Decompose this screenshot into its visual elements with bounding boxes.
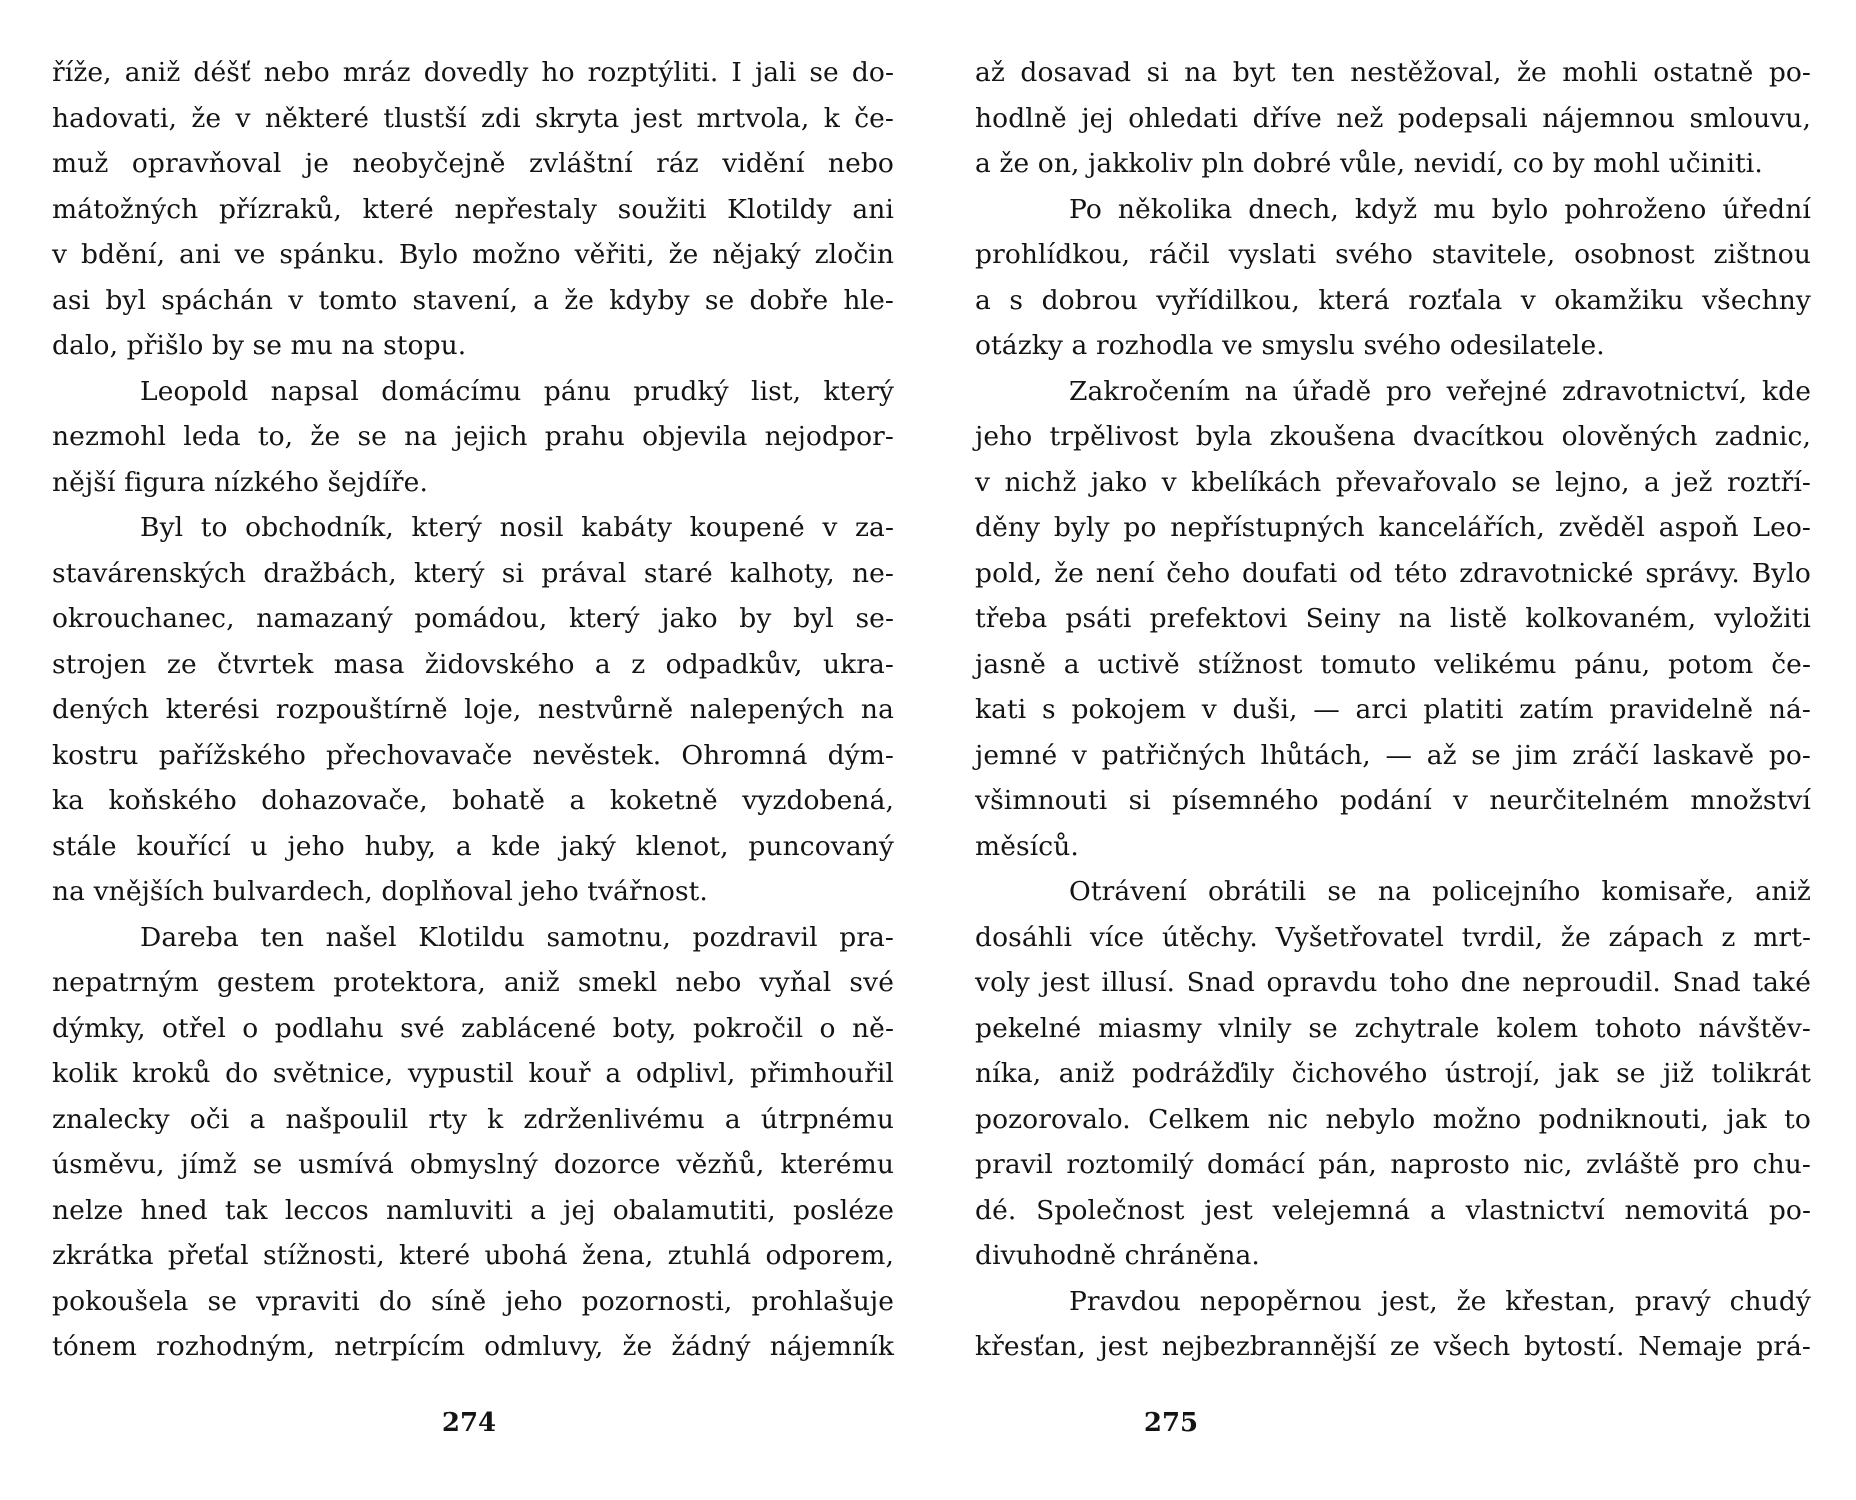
text-line: pold, že není čeho doufati od této zdravotnické správy. Bylo [975, 557, 1811, 589]
text-line: mátožných přízraků, které nepřestaly soužiti Klotildy ani [52, 193, 894, 225]
text-line: nelze hned tak leccos namluviti a jej obalamutiti, posléze [52, 1194, 894, 1226]
text-line: děny byly po nepřístupných kancelářích, zvěděl aspoň Leo- [975, 512, 1811, 543]
left-page-number: 274 [441, 1408, 497, 1438]
text-line: tónem rozhodným, netrpícím odmluvy, že žádný nájemník [52, 1331, 894, 1362]
text-line: třeba psáti prefektovi Seiny na listě kolkovaném, vyložiti [975, 603, 1811, 634]
text-line: stále kouřící u jeho huby, a kde jaký klenot, puncovaný [52, 830, 894, 862]
right-page-text [975, 50, 1811, 1370]
text-line: Po několika dnech, když mu bylo pohroženo úřední [1069, 193, 1811, 225]
text-line: zkrátka přeťal stížnosti, které ubohá žena, ztuhlá odporem, [52, 1240, 894, 1271]
text-line: dýmky, otřel o podlahu své zablácené boty, pokročil o ně- [52, 1012, 894, 1044]
text-line: měsíců. [975, 830, 1079, 862]
text-line: kostru pařížského přechovavače nevěstek. Ohromná dým- [52, 739, 894, 771]
text-line: nepatrným gestem protektora, aniž smekl nebo vyňal své [52, 967, 894, 998]
left-page-text [52, 50, 894, 1370]
text-line: Zakročením na úřadě pro veřejné zdravotnictví, kde [1069, 375, 1811, 407]
text-line: pokoušela se vpraviti do síně jeho pozornosti, prohlašuje [52, 1285, 894, 1317]
text-line: voly jest illusí. Snad opravdu toho dne neproudil. Snad také [975, 967, 1811, 998]
left-page [52, 50, 894, 1470]
text-line: ka koňského dohazovače, bohatě a koketně vyzdobená, [52, 785, 894, 816]
text-line: muž opravňoval je neobyčejně zvláštní ráz vidění nebo [52, 148, 894, 179]
text-line: asi byl spáchán v tomto stavení, a že kdyby se dobře hle- [52, 284, 894, 316]
text-line: strojen ze čtvrtek masa židovského a z odpadkův, ukra- [52, 648, 894, 680]
text-line: jasně a uctivě stížnost tomuto velikému pánu, potom če- [975, 648, 1811, 680]
text-line: prohlídkou, ráčil vyslati svého stavitele, osobnost zištnou [975, 239, 1811, 270]
text-line: znalecky oči a našpoulil rty k zdrženlivému a útrpnému [52, 1103, 894, 1135]
text-line: křesťan, jest nejbezbrannější ze všech bytostí. Nemaje prá- [975, 1331, 1811, 1362]
right-page-number: 275 [1143, 1408, 1199, 1438]
text-line: a s dobrou vyřídilkou, která rozťala v okamžiku všechny [975, 284, 1811, 316]
text-line: nější figura nízkého šejdíře. [52, 466, 428, 498]
text-line: v nichž jako v kbelíkách převařovalo se lejno, a jež roztří- [975, 466, 1811, 498]
text-line: Otrávení obrátili se na policejního komisaře, aniž [1069, 876, 1811, 907]
text-line: říže, aniž déšť nebo mráz dovedly ho rozptýliti. I jali se do- [52, 57, 894, 88]
text-line: hadovati, že v některé tlustší zdi skryta jest mrtvola, k če- [52, 102, 894, 134]
text-line: stavárenských dražbách, který si prával staré kalhoty, ne- [52, 557, 894, 589]
text-line: Byl to obchodník, který nosil kabáty koupené v za- [140, 512, 894, 543]
text-line: otázky a rozhodla ve smyslu svého odesilatele. [975, 330, 1605, 361]
text-line: dalo, přišlo by se mu na stopu. [52, 330, 467, 361]
text-line: jeho trpělivost byla zkoušena dvacítkou olověných zadnic, [975, 421, 1811, 452]
text-line: dených kterési rozpouštírně loje, nestvůrně nalepených na [52, 694, 894, 725]
text-line: divuhodně chráněna. [975, 1240, 1260, 1271]
text-line: dé. Společnost jest velejemná a vlastnictví nemovitá po- [975, 1194, 1811, 1226]
text-line: hodlně jej ohledati dříve než podepsali nájemnou smlouvu, [975, 102, 1811, 134]
text-line: a že on, jakkoliv pln dobré vůle, nevidí, co by mohl učiniti. [975, 148, 1763, 179]
text-line: všimnouti si písemného podání v neurčitelném množství [975, 785, 1811, 816]
text-line: v bdění, ani ve spánku. Bylo možno věřiti, že nějaký zločin [52, 239, 894, 270]
text-line: úsměvu, jímž se usmívá obmyslný dozorce vězňů, kterému [52, 1149, 894, 1180]
text-line: níka, aniž podrážďily čichového ústrojí, jak se již tolikrát [975, 1058, 1811, 1089]
text-line: kolik kroků do světnice, vypustil kouř a odplivl, přimhouřil [52, 1058, 894, 1089]
text-line: na vnějších bulvardech, doplňoval jeho tvářnost. [52, 876, 708, 907]
text-line: okrouchanec, namazaný pomádou, který jako by byl se- [52, 603, 894, 634]
text-line: Leopold napsal domácímu pánu prudký list, který [140, 375, 894, 407]
text-line: kati s pokojem v duši, — arci platiti zatím pravidelně ná- [975, 694, 1811, 725]
text-line: pekelné miasmy vlnily se zchytrale kolem tohoto návštěv- [975, 1012, 1811, 1044]
text-line: jemné v patřičných lhůtách, — až se jim zráčí laskavě po- [975, 739, 1811, 771]
text-line: dosáhli více útěchy. Vyšetřovatel tvrdil, že zápach z mrt- [975, 921, 1811, 953]
text-line: Dareba ten našel Klotildu samotnu, pozdravil pra- [140, 921, 894, 953]
text-line: až dosavad si na byt ten nestěžoval, že mohli ostatně po- [975, 57, 1811, 88]
text-line: pravil roztomilý domácí pán, naprosto nic, zvláště pro chu- [975, 1149, 1811, 1180]
right-page [975, 50, 1811, 1470]
text-line: pozorovalo. Celkem nic nebylo možno podniknouti, jak to [975, 1103, 1811, 1135]
text-line: Pravdou nepopěrnou jest, že křestan, pravý chudý [1069, 1285, 1811, 1317]
text-line: nezmohl leda to, že se na jejich prahu objevila nejodpor- [52, 421, 894, 452]
